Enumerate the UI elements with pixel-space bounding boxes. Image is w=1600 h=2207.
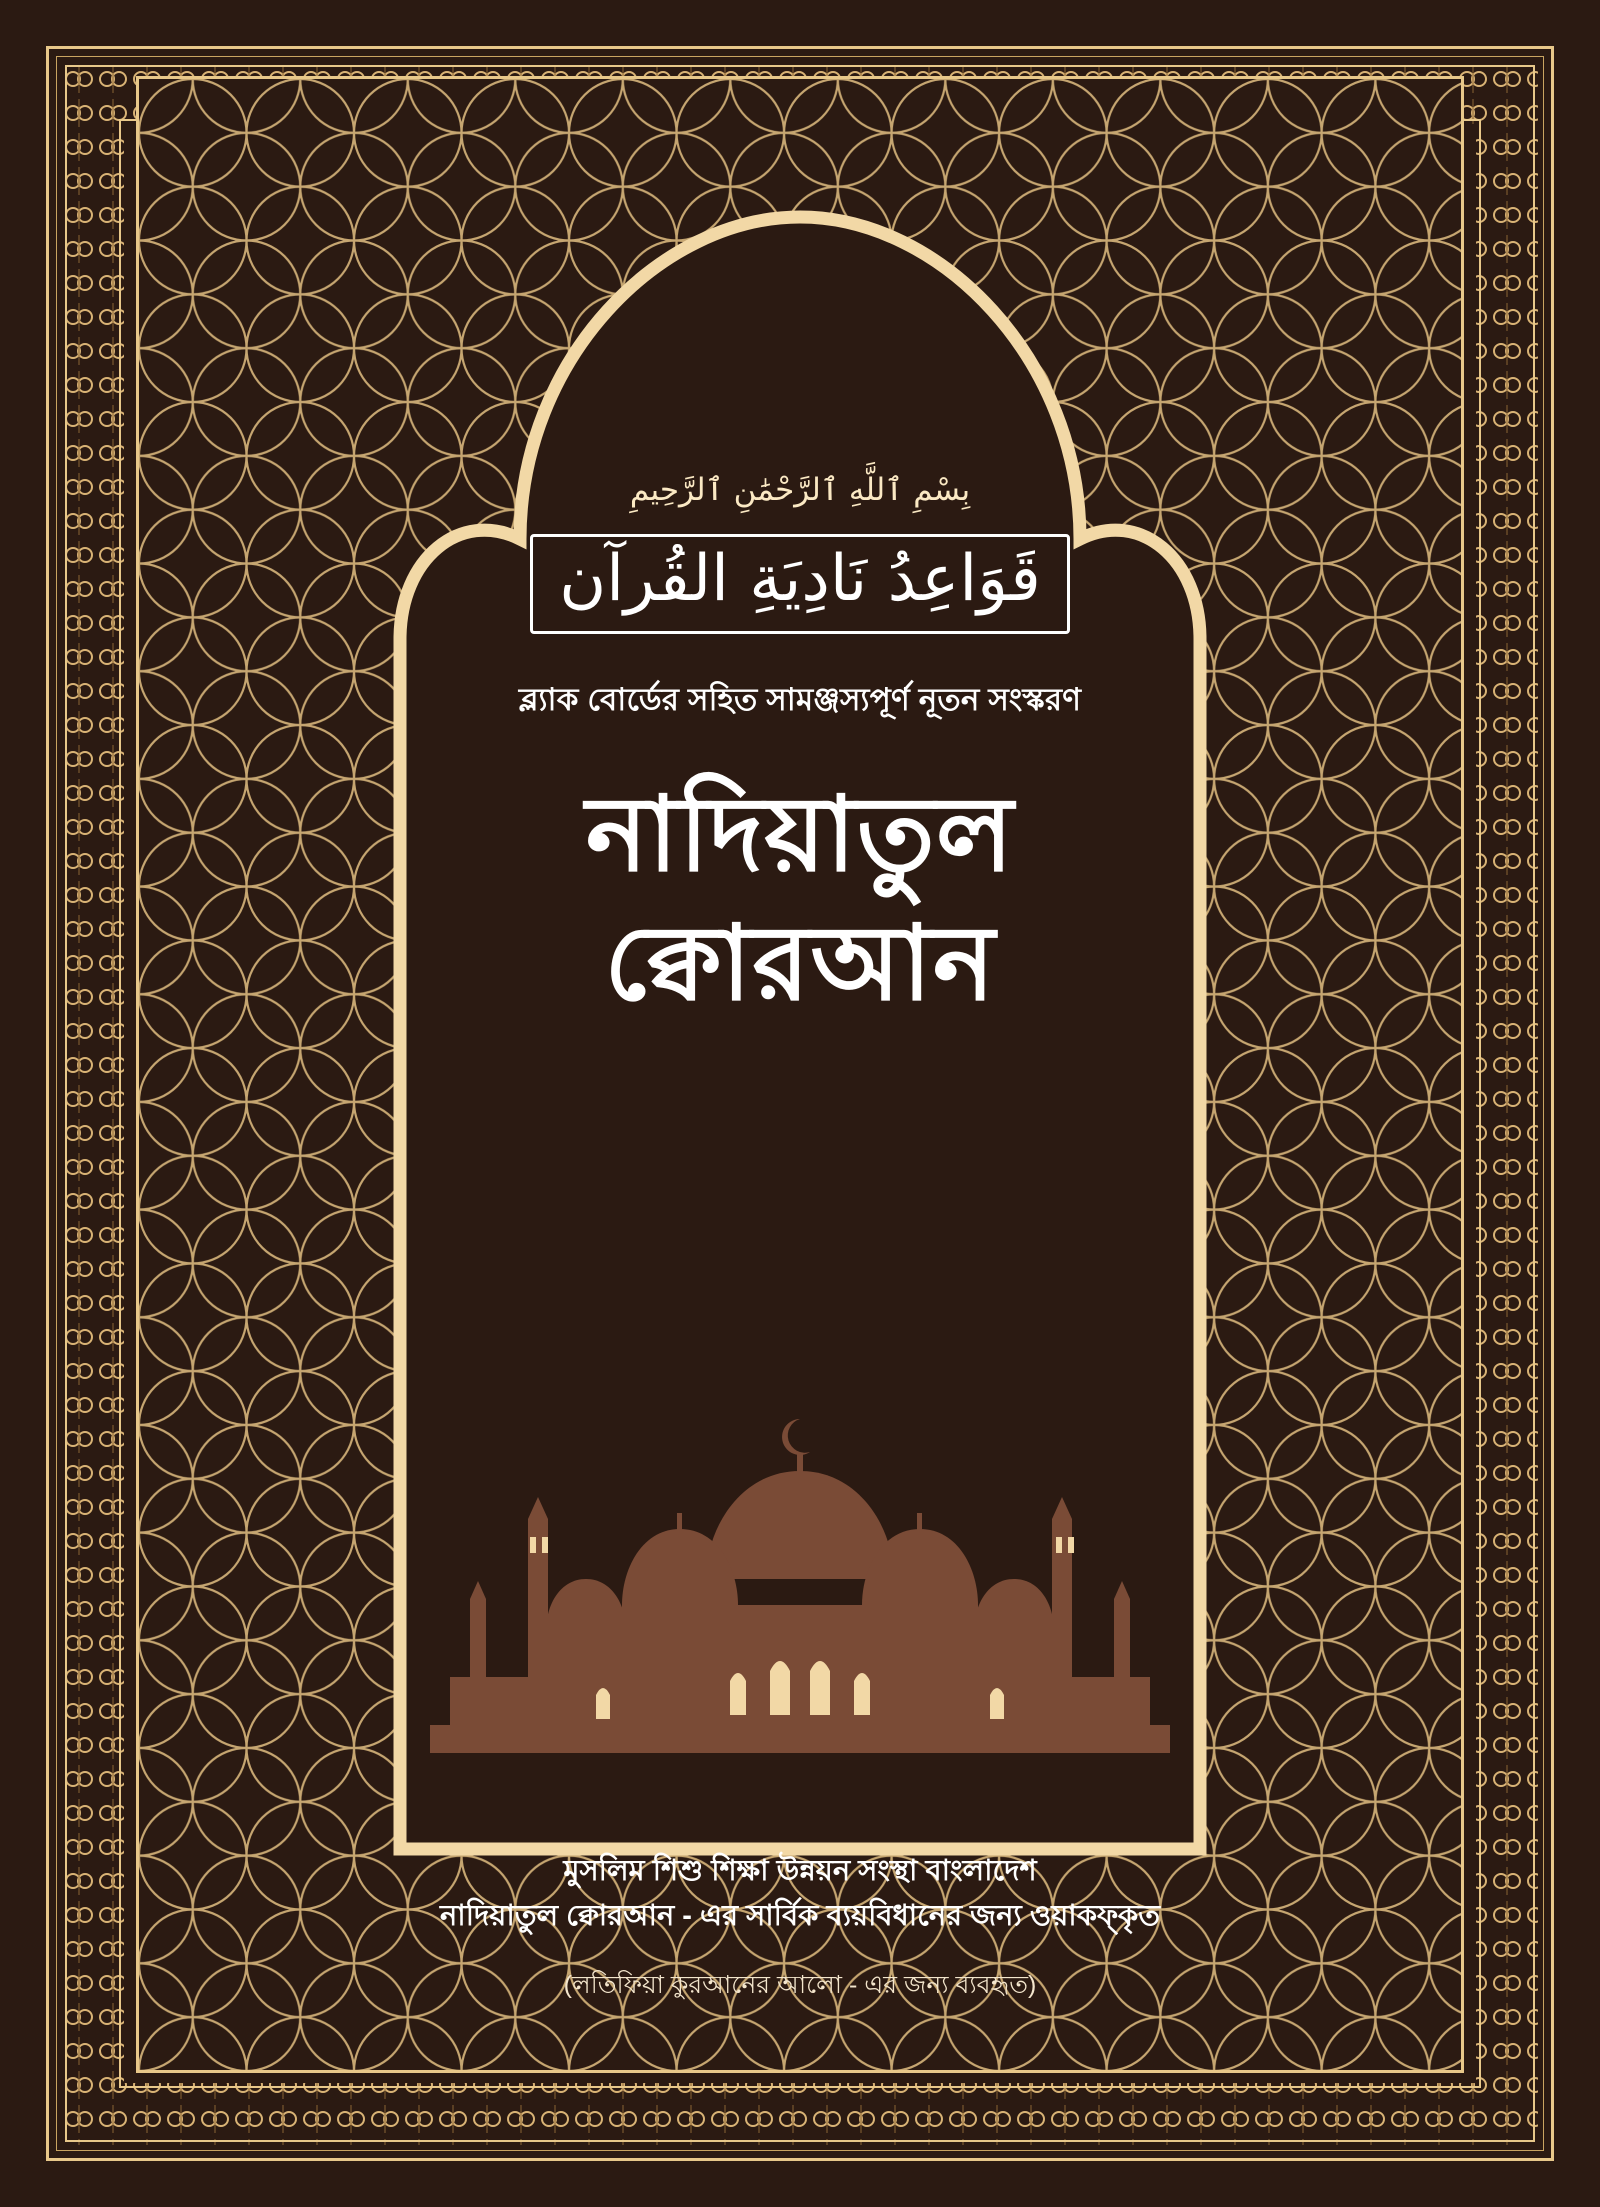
mosque-silhouette-icon	[410, 1409, 1190, 1809]
cover-footer	[300, 1849, 1300, 2008]
arabic-title-frame	[530, 534, 1070, 634]
footer-line-1: মুসলিম শিশু শিক্ষা উন্নয়ন সংস্থা বাংলাদেশ	[563, 1855, 1037, 1887]
main-title-line-2: ক্বোরআন	[604, 905, 996, 1022]
bengali-subtitle: ব্ল্যাক বোর্ডের সহিত সামঞ্জস্যপূর্ণ নূতন সংস্করণ	[518, 681, 1082, 717]
bismillah-text: بِسْمِ ٱللَّهِ ٱلرَّحْمَٰنِ ٱلرَّحِيمِ	[629, 472, 971, 508]
main-title-line-1: নাদিয়াতুল	[585, 776, 1015, 893]
cover-inner-panel	[136, 76, 1464, 2073]
footer-line-2: নাদিয়াতুল ক্বোরআন - এর সার্বিক ব্যয়বিধানের জন্য ওয়াকফ্‌কৃত	[440, 1899, 1160, 1932]
cover-content	[350, 79, 1250, 1025]
arabic-title: قَوَاعِدُ نَادِيَةِ القُرآن	[559, 542, 1041, 617]
footer-note: (লতিফিয়া কুরআনের আলো - এর জন্য ব্যবহৃত)	[563, 1970, 1037, 1999]
